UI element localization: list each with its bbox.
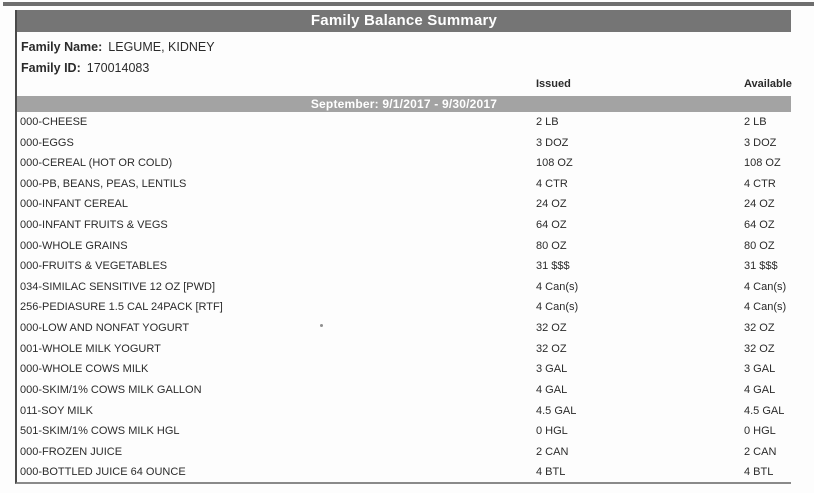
table-row [17,133,791,154]
available-value: 2 CAN [744,445,777,458]
issued-value: 32 OZ [536,322,567,335]
table-row [17,442,791,463]
report-body [15,10,791,484]
item-name: 000-LOW AND NONFAT YOGURT [20,322,190,335]
item-name: 000-BOTTLED JUICE 64 OUNCE [20,466,186,479]
item-name: 000-FRUITS & VEGETABLES [20,260,168,273]
table-row [17,318,791,339]
item-name: 000-EGGS [20,136,74,149]
issued-value: 2 CAN [536,445,569,458]
scan-speck [320,324,323,327]
family-id-line [21,58,791,79]
item-name: 000-FROZEN JUICE [20,445,123,458]
issued-value: 3 DOZ [536,136,569,149]
available-value: 4 CTR [744,177,776,190]
family-name-value: LEGUME, KIDNEY [108,40,215,54]
issued-value: 2 LB [536,116,559,128]
table-row [17,215,791,236]
issued-value: 4 BTL [536,466,566,479]
issued-column-header: Issued [536,78,571,90]
report-title-bar [17,10,791,32]
available-value: 64 OZ [744,219,775,232]
available-value: 4 GAL [744,383,776,396]
item-name: 000-SKIM/1% COWS MILK GALLON [20,383,202,396]
available-value: 32 OZ [744,342,775,355]
table-row [17,401,791,422]
table-row [17,421,791,442]
available-value: 0 HGL [744,425,776,438]
item-name: 011-SOY MILK [20,404,93,417]
family-id-label: Family ID: [21,61,81,75]
available-value: 80 OZ [744,239,775,252]
item-name: 000-PB, BEANS, PEAS, LENTILS [20,177,187,190]
available-value: 4.5 GAL [744,404,785,417]
issued-value: 3 GAL [536,363,568,376]
issued-value: 80 OZ [536,239,567,252]
table-row [17,339,791,360]
table-row [17,297,791,318]
issued-value: 4 CTR [536,177,568,190]
issued-value: 4 Can(s) [536,280,579,293]
issued-value: 0 HGL [536,425,568,438]
issued-value: 32 OZ [536,342,567,355]
item-name: 000-CHEESE [20,116,88,128]
item-name: 000-INFANT FRUITS & VEGS [20,219,168,232]
available-value: 24 OZ [744,198,775,211]
issued-value: 4.5 GAL [536,404,577,417]
issued-value: 4 Can(s) [536,301,579,314]
table-row [17,112,791,133]
column-headers [17,78,791,94]
available-value: 108 OZ [744,157,781,170]
table-row [17,174,791,195]
issued-value: 64 OZ [536,219,567,232]
table-row [17,153,791,174]
table-row [17,194,791,215]
available-value: 4 Can(s) [744,280,787,293]
available-value: 4 BTL [744,466,774,479]
available-value: 32 OZ [744,322,775,335]
scan-edge-line [3,2,814,6]
available-value: 3 DOZ [744,136,777,149]
balance-table-body [17,112,791,483]
family-id-value: 170014083 [86,61,150,75]
available-value: 2 LB [744,116,767,128]
table-row [17,236,791,257]
table-row [17,277,791,298]
table-row [17,462,791,483]
table-row [17,256,791,277]
item-name: 000-INFANT CEREAL [20,198,129,211]
available-value: 31 $$$ [744,260,778,273]
issued-value: 108 OZ [536,157,573,170]
item-name: 001-WHOLE MILK YOGURT [20,342,161,355]
item-name: 034-SIMILAC SENSITIVE 12 OZ [PWD] [20,280,215,293]
item-name: 501-SKIM/1% COWS MILK HGL [20,425,180,438]
issued-value: 4 GAL [536,383,568,396]
page-title: Family Balance Summary [310,12,498,29]
item-name: 000-CEREAL (HOT OR COLD) [20,157,173,170]
item-name: 256-PEDIASURE 1.5 CAL 24PACK [RTF] [20,301,223,314]
available-column-header: Available [744,78,792,90]
item-name: 000-WHOLE COWS MILK [20,363,149,376]
table-row [17,380,791,401]
table-row [17,359,791,380]
period-bar [17,96,791,112]
family-name-label: Family Name: [21,40,103,54]
available-value: 4 Can(s) [744,301,787,314]
period-label: September: 9/1/2017 - 9/30/2017 [310,97,498,111]
available-value: 3 GAL [744,363,776,376]
family-info [17,37,791,79]
family-name-line [21,37,791,58]
issued-value: 24 OZ [536,198,567,211]
item-name: 000-WHOLE GRAINS [20,239,128,252]
issued-value: 31 $$$ [536,260,570,273]
